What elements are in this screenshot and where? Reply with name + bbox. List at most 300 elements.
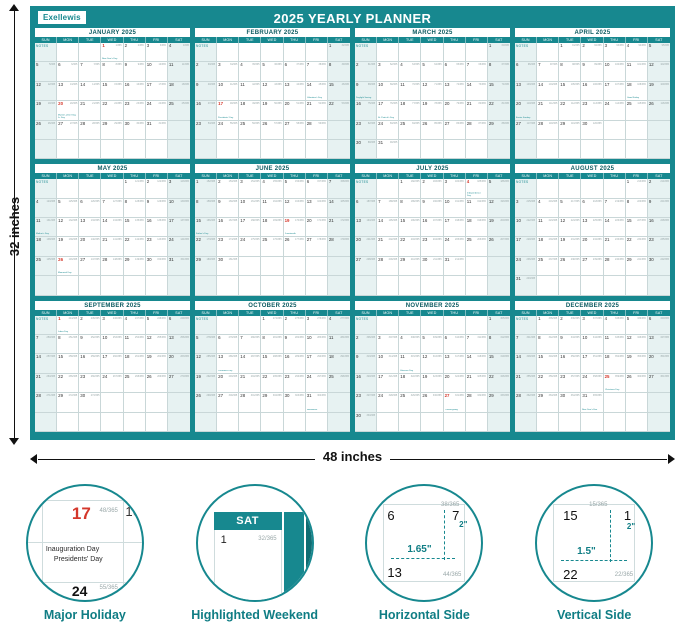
day-cell[interactable] <box>35 413 57 432</box>
day-cell[interactable] <box>284 393 306 412</box>
day-cell[interactable] <box>239 140 261 159</box>
day-cell[interactable] <box>604 199 626 218</box>
day-cell[interactable] <box>328 374 350 393</box>
day-cell[interactable] <box>101 82 123 101</box>
day-cell[interactable] <box>421 140 443 159</box>
day-cell[interactable] <box>488 316 510 335</box>
day-cell[interactable] <box>195 199 217 218</box>
day-cell[interactable] <box>217 276 239 295</box>
day-cell[interactable] <box>626 218 648 237</box>
day-cell[interactable] <box>124 257 146 276</box>
day-cell[interactable] <box>195 276 217 295</box>
day-cell[interactable] <box>604 62 626 81</box>
day-cell[interactable] <box>261 199 283 218</box>
day-cell[interactable] <box>537 218 559 237</box>
day-cell[interactable] <box>35 199 57 218</box>
day-cell[interactable] <box>168 276 190 295</box>
day-cell[interactable] <box>217 101 239 120</box>
day-cell[interactable] <box>146 82 168 101</box>
day-cell[interactable] <box>146 199 168 218</box>
day-cell[interactable] <box>35 101 57 120</box>
day-cell[interactable] <box>57 43 79 62</box>
day-cell[interactable] <box>648 179 670 198</box>
day-cell[interactable] <box>399 62 421 81</box>
day-cell[interactable] <box>79 62 101 81</box>
day-cell[interactable] <box>195 43 217 62</box>
day-cell[interactable] <box>328 413 350 432</box>
day-cell[interactable] <box>284 257 306 276</box>
day-cell[interactable] <box>261 101 283 120</box>
day-cell[interactable] <box>355 121 377 140</box>
day-cell[interactable] <box>355 393 377 412</box>
day-cell[interactable] <box>537 276 559 295</box>
day-cell[interactable] <box>515 316 537 335</box>
day-cell[interactable] <box>328 335 350 354</box>
day-cell[interactable] <box>421 82 443 101</box>
day-cell[interactable] <box>124 121 146 140</box>
day-cell[interactable] <box>604 335 626 354</box>
day-cell[interactable] <box>421 237 443 256</box>
day-cell[interactable] <box>604 121 626 140</box>
day-cell[interactable] <box>399 335 421 354</box>
day-cell[interactable] <box>399 199 421 218</box>
day-cell[interactable] <box>559 82 581 101</box>
day-cell[interactable] <box>626 316 648 335</box>
day-cell[interactable] <box>195 179 217 198</box>
day-cell[interactable] <box>328 316 350 335</box>
day-cell[interactable] <box>626 354 648 373</box>
day-cell[interactable] <box>537 121 559 140</box>
day-cell[interactable] <box>124 101 146 120</box>
day-cell[interactable] <box>217 43 239 62</box>
day-cell[interactable] <box>355 199 377 218</box>
day-cell[interactable] <box>377 316 399 335</box>
day-cell[interactable] <box>101 374 123 393</box>
day-cell[interactable] <box>466 179 488 198</box>
day-cell[interactable] <box>217 335 239 354</box>
day-cell[interactable] <box>35 276 57 295</box>
day-cell[interactable] <box>421 354 443 373</box>
day-cell[interactable] <box>444 374 466 393</box>
day-cell[interactable] <box>399 393 421 412</box>
day-cell[interactable] <box>284 179 306 198</box>
day-cell[interactable] <box>195 218 217 237</box>
day-cell[interactable] <box>284 276 306 295</box>
day-cell[interactable] <box>124 374 146 393</box>
day-cell[interactable] <box>124 276 146 295</box>
day-cell[interactable] <box>626 413 648 432</box>
day-cell[interactable] <box>328 101 350 120</box>
day-cell[interactable] <box>328 199 350 218</box>
day-cell[interactable] <box>195 316 217 335</box>
day-cell[interactable] <box>35 140 57 159</box>
day-cell[interactable] <box>377 101 399 120</box>
day-cell[interactable] <box>488 179 510 198</box>
day-cell[interactable] <box>306 237 328 256</box>
day-cell[interactable] <box>581 374 603 393</box>
day-cell[interactable] <box>421 62 443 81</box>
day-cell[interactable] <box>168 393 190 412</box>
day-cell[interactable] <box>146 413 168 432</box>
day-cell[interactable] <box>488 121 510 140</box>
day-cell[interactable] <box>604 354 626 373</box>
day-cell[interactable] <box>284 335 306 354</box>
day-cell[interactable] <box>626 393 648 412</box>
day-cell[interactable] <box>101 316 123 335</box>
day-cell[interactable] <box>328 218 350 237</box>
day-cell[interactable] <box>444 316 466 335</box>
day-cell[interactable] <box>648 276 670 295</box>
day-cell[interactable] <box>515 218 537 237</box>
day-cell[interactable] <box>328 257 350 276</box>
day-cell[interactable] <box>604 276 626 295</box>
day-cell[interactable] <box>421 276 443 295</box>
day-cell[interactable] <box>239 82 261 101</box>
day-cell[interactable] <box>466 393 488 412</box>
day-cell[interactable] <box>581 354 603 373</box>
day-cell[interactable] <box>124 393 146 412</box>
day-cell[interactable] <box>399 374 421 393</box>
day-cell[interactable] <box>261 276 283 295</box>
day-cell[interactable] <box>537 199 559 218</box>
day-cell[interactable] <box>421 199 443 218</box>
day-cell[interactable] <box>217 82 239 101</box>
day-cell[interactable] <box>537 257 559 276</box>
day-cell[interactable] <box>168 121 190 140</box>
day-cell[interactable] <box>444 82 466 101</box>
day-cell[interactable] <box>35 121 57 140</box>
day-cell[interactable] <box>377 237 399 256</box>
day-cell[interactable] <box>515 121 537 140</box>
day-cell[interactable] <box>355 237 377 256</box>
day-cell[interactable] <box>217 374 239 393</box>
day-cell[interactable] <box>35 62 57 81</box>
day-cell[interactable] <box>146 374 168 393</box>
day-cell[interactable] <box>168 179 190 198</box>
day-cell[interactable] <box>648 199 670 218</box>
day-cell[interactable] <box>261 316 283 335</box>
day-cell[interactable] <box>421 218 443 237</box>
day-cell[interactable] <box>444 237 466 256</box>
day-cell[interactable] <box>195 237 217 256</box>
day-cell[interactable] <box>101 179 123 198</box>
day-cell[interactable] <box>515 179 537 198</box>
day-cell[interactable] <box>101 140 123 159</box>
day-cell[interactable] <box>537 374 559 393</box>
day-cell[interactable] <box>306 316 328 335</box>
day-cell[interactable] <box>488 374 510 393</box>
day-cell[interactable] <box>57 354 79 373</box>
day-cell[interactable] <box>306 335 328 354</box>
day-cell[interactable] <box>537 354 559 373</box>
day-cell[interactable] <box>124 62 146 81</box>
day-cell[interactable] <box>515 393 537 412</box>
day-cell[interactable] <box>328 121 350 140</box>
day-cell[interactable] <box>581 237 603 256</box>
day-cell[interactable] <box>537 413 559 432</box>
day-cell[interactable] <box>239 199 261 218</box>
day-cell[interactable] <box>377 413 399 432</box>
day-cell[interactable] <box>57 82 79 101</box>
day-cell[interactable] <box>515 237 537 256</box>
day-cell[interactable] <box>581 335 603 354</box>
day-cell[interactable] <box>146 43 168 62</box>
day-cell[interactable] <box>559 43 581 62</box>
day-cell[interactable] <box>195 393 217 412</box>
day-cell[interactable] <box>648 335 670 354</box>
day-cell[interactable] <box>306 393 328 412</box>
day-cell[interactable] <box>261 257 283 276</box>
day-cell[interactable] <box>57 393 79 412</box>
day-cell[interactable] <box>466 374 488 393</box>
day-cell[interactable] <box>35 82 57 101</box>
day-cell[interactable] <box>355 140 377 159</box>
day-cell[interactable] <box>488 257 510 276</box>
day-cell[interactable] <box>146 316 168 335</box>
day-cell[interactable] <box>355 62 377 81</box>
day-cell[interactable] <box>604 393 626 412</box>
day-cell[interactable] <box>444 413 466 432</box>
day-cell[interactable] <box>399 43 421 62</box>
day-cell[interactable] <box>79 179 101 198</box>
day-cell[interactable] <box>377 179 399 198</box>
day-cell[interactable] <box>261 374 283 393</box>
day-cell[interactable] <box>355 413 377 432</box>
day-cell[interactable] <box>284 43 306 62</box>
day-cell[interactable] <box>581 257 603 276</box>
day-cell[interactable] <box>515 140 537 159</box>
day-cell[interactable] <box>537 335 559 354</box>
day-cell[interactable] <box>515 43 537 62</box>
day-cell[interactable] <box>328 393 350 412</box>
day-cell[interactable] <box>377 199 399 218</box>
day-cell[interactable] <box>35 179 57 198</box>
day-cell[interactable] <box>101 199 123 218</box>
day-cell[interactable] <box>488 276 510 295</box>
day-cell[interactable] <box>581 121 603 140</box>
day-cell[interactable] <box>648 82 670 101</box>
day-cell[interactable] <box>515 335 537 354</box>
day-cell[interactable] <box>57 335 79 354</box>
day-cell[interactable] <box>377 62 399 81</box>
day-cell[interactable] <box>581 199 603 218</box>
day-cell[interactable] <box>261 335 283 354</box>
day-cell[interactable] <box>239 257 261 276</box>
day-cell[interactable] <box>466 62 488 81</box>
day-cell[interactable] <box>124 218 146 237</box>
day-cell[interactable] <box>421 393 443 412</box>
day-cell[interactable] <box>355 276 377 295</box>
day-cell[interactable] <box>355 82 377 101</box>
day-cell[interactable] <box>35 257 57 276</box>
day-cell[interactable] <box>444 179 466 198</box>
day-cell[interactable] <box>261 413 283 432</box>
day-cell[interactable] <box>217 413 239 432</box>
day-cell[interactable] <box>261 43 283 62</box>
day-cell[interactable] <box>284 374 306 393</box>
day-cell[interactable] <box>195 62 217 81</box>
day-cell[interactable] <box>648 257 670 276</box>
day-cell[interactable] <box>488 335 510 354</box>
day-cell[interactable] <box>284 82 306 101</box>
day-cell[interactable] <box>581 101 603 120</box>
day-cell[interactable] <box>604 101 626 120</box>
day-cell[interactable] <box>559 374 581 393</box>
day-cell[interactable] <box>57 199 79 218</box>
day-cell[interactable] <box>261 62 283 81</box>
day-cell[interactable] <box>79 335 101 354</box>
day-cell[interactable] <box>195 121 217 140</box>
day-cell[interactable] <box>239 43 261 62</box>
day-cell[interactable] <box>146 62 168 81</box>
day-cell[interactable] <box>168 354 190 373</box>
day-cell[interactable] <box>261 393 283 412</box>
day-cell[interactable] <box>515 354 537 373</box>
day-cell[interactable] <box>57 121 79 140</box>
day-cell[interactable] <box>421 121 443 140</box>
day-cell[interactable] <box>57 140 79 159</box>
day-cell[interactable] <box>217 257 239 276</box>
day-cell[interactable] <box>515 82 537 101</box>
day-cell[interactable] <box>488 43 510 62</box>
day-cell[interactable] <box>377 121 399 140</box>
day-cell[interactable] <box>79 354 101 373</box>
day-cell[interactable] <box>146 354 168 373</box>
day-cell[interactable] <box>515 101 537 120</box>
day-cell[interactable] <box>355 218 377 237</box>
day-cell[interactable] <box>466 257 488 276</box>
day-cell[interactable] <box>284 354 306 373</box>
day-cell[interactable] <box>355 316 377 335</box>
day-cell[interactable] <box>604 316 626 335</box>
day-cell[interactable] <box>306 257 328 276</box>
day-cell[interactable] <box>101 218 123 237</box>
day-cell[interactable] <box>195 354 217 373</box>
day-cell[interactable] <box>306 354 328 373</box>
day-cell[interactable] <box>79 43 101 62</box>
day-cell[interactable] <box>559 140 581 159</box>
day-cell[interactable] <box>355 43 377 62</box>
day-cell[interactable] <box>328 179 350 198</box>
day-cell[interactable] <box>444 335 466 354</box>
day-cell[interactable] <box>444 276 466 295</box>
day-cell[interactable] <box>581 62 603 81</box>
day-cell[interactable] <box>284 62 306 81</box>
day-cell[interactable] <box>581 218 603 237</box>
day-cell[interactable] <box>488 218 510 237</box>
day-cell[interactable] <box>239 413 261 432</box>
day-cell[interactable] <box>421 316 443 335</box>
day-cell[interactable] <box>537 101 559 120</box>
day-cell[interactable] <box>168 237 190 256</box>
day-cell[interactable] <box>444 62 466 81</box>
day-cell[interactable] <box>217 140 239 159</box>
day-cell[interactable] <box>537 179 559 198</box>
day-cell[interactable] <box>626 82 648 101</box>
day-cell[interactable] <box>146 121 168 140</box>
day-cell[interactable] <box>239 218 261 237</box>
day-cell[interactable] <box>57 179 79 198</box>
day-cell[interactable] <box>488 62 510 81</box>
day-cell[interactable] <box>537 316 559 335</box>
day-cell[interactable] <box>604 218 626 237</box>
day-cell[interactable] <box>124 354 146 373</box>
day-cell[interactable] <box>399 413 421 432</box>
day-cell[interactable] <box>261 237 283 256</box>
day-cell[interactable] <box>124 335 146 354</box>
day-cell[interactable] <box>195 374 217 393</box>
day-cell[interactable] <box>515 374 537 393</box>
day-cell[interactable] <box>306 121 328 140</box>
day-cell[interactable] <box>466 218 488 237</box>
day-cell[interactable] <box>559 179 581 198</box>
day-cell[interactable] <box>537 43 559 62</box>
day-cell[interactable] <box>306 413 328 432</box>
day-cell[interactable] <box>537 62 559 81</box>
day-cell[interactable] <box>79 393 101 412</box>
day-cell[interactable] <box>444 43 466 62</box>
day-cell[interactable] <box>124 237 146 256</box>
day-cell[interactable] <box>79 101 101 120</box>
day-cell[interactable] <box>466 354 488 373</box>
day-cell[interactable] <box>537 82 559 101</box>
day-cell[interactable] <box>284 121 306 140</box>
day-cell[interactable] <box>559 413 581 432</box>
day-cell[interactable] <box>444 140 466 159</box>
day-cell[interactable] <box>604 257 626 276</box>
day-cell[interactable] <box>537 393 559 412</box>
day-cell[interactable] <box>466 335 488 354</box>
day-cell[interactable] <box>328 82 350 101</box>
day-cell[interactable] <box>648 413 670 432</box>
day-cell[interactable] <box>195 335 217 354</box>
day-cell[interactable] <box>626 62 648 81</box>
day-cell[interactable] <box>328 62 350 81</box>
day-cell[interactable] <box>328 354 350 373</box>
day-cell[interactable] <box>559 257 581 276</box>
day-cell[interactable] <box>101 257 123 276</box>
day-cell[interactable] <box>217 237 239 256</box>
day-cell[interactable] <box>284 140 306 159</box>
day-cell[interactable] <box>581 316 603 335</box>
day-cell[interactable] <box>444 393 466 412</box>
day-cell[interactable] <box>217 316 239 335</box>
day-cell[interactable] <box>306 179 328 198</box>
day-cell[interactable] <box>79 218 101 237</box>
day-cell[interactable] <box>488 140 510 159</box>
day-cell[interactable] <box>648 374 670 393</box>
day-cell[interactable] <box>626 199 648 218</box>
day-cell[interactable] <box>626 179 648 198</box>
day-cell[interactable] <box>195 257 217 276</box>
day-cell[interactable] <box>168 374 190 393</box>
day-cell[interactable] <box>648 101 670 120</box>
day-cell[interactable] <box>101 413 123 432</box>
day-cell[interactable] <box>399 140 421 159</box>
day-cell[interactable] <box>559 62 581 81</box>
day-cell[interactable] <box>217 62 239 81</box>
day-cell[interactable] <box>261 82 283 101</box>
day-cell[interactable] <box>488 82 510 101</box>
day-cell[interactable] <box>355 354 377 373</box>
day-cell[interactable] <box>306 82 328 101</box>
day-cell[interactable] <box>195 82 217 101</box>
day-cell[interactable] <box>217 121 239 140</box>
day-cell[interactable] <box>355 179 377 198</box>
day-cell[interactable] <box>626 101 648 120</box>
day-cell[interactable] <box>604 140 626 159</box>
day-cell[interactable] <box>626 374 648 393</box>
